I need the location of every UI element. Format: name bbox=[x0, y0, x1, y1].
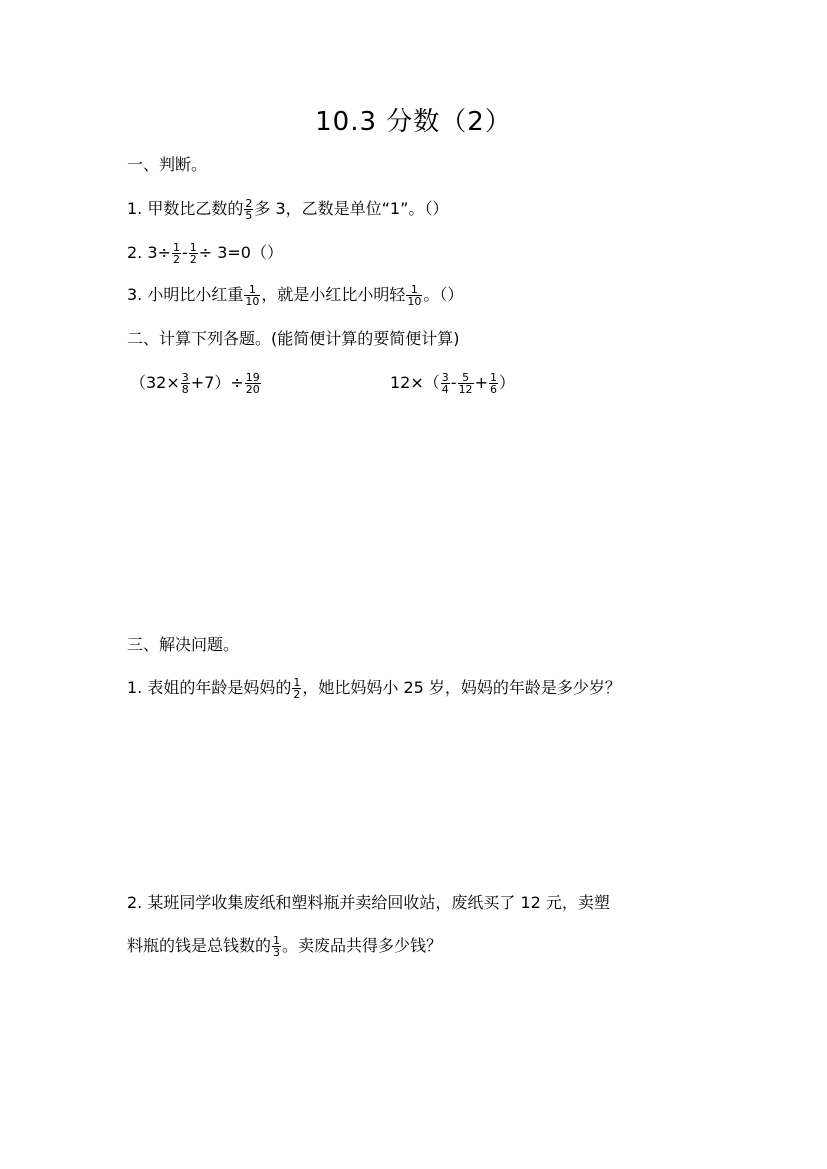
judge-question-2 bbox=[127, 242, 283, 265]
fraction: $\frac{1}{2}$ bbox=[172, 241, 180, 266]
plus-operator: + bbox=[474, 373, 488, 392]
expr2-part1: 12×（ bbox=[390, 373, 440, 392]
expr1-part1: （32× bbox=[130, 373, 180, 392]
section2-heading: 二、计算下列各题。(能简便计算的要简便计算) bbox=[127, 329, 460, 348]
judge-question-3 bbox=[127, 284, 463, 307]
judge-q2-part2: ÷ 3=0（） bbox=[198, 243, 283, 262]
fraction: $\frac{1}{10}$ bbox=[245, 283, 260, 308]
fraction: $\frac{3}{8}$ bbox=[181, 371, 189, 396]
page-title: 10.3 分数（2） bbox=[315, 107, 512, 137]
minus-operator: - bbox=[181, 243, 188, 262]
judge-q3-suffix: 。（） bbox=[423, 285, 464, 304]
fraction: $\frac{1}{2}$ bbox=[293, 676, 301, 701]
fraction: $\frac{1}{6}$ bbox=[489, 371, 497, 396]
problem-2-line-2 bbox=[127, 935, 442, 958]
fraction: $\frac{1}{10}$ bbox=[407, 283, 422, 308]
minus-operator: - bbox=[450, 373, 457, 392]
judge-q3-prefix: 3. 小明比小红重 bbox=[127, 285, 244, 304]
expr1-part2: +7）÷ bbox=[190, 373, 244, 392]
judge-q1-suffix: 多 3，乙数是单位“1”。（） bbox=[254, 199, 449, 218]
problem-1 bbox=[127, 677, 621, 700]
section1-heading: 一、判断。 bbox=[127, 155, 208, 174]
judge-question-1 bbox=[127, 198, 448, 221]
section3-heading: 三、解决问题。 bbox=[127, 635, 240, 654]
calc-expression-1 bbox=[130, 372, 262, 395]
expr2-part2: ） bbox=[498, 373, 515, 392]
judge-q2-part1: 2. 3÷ bbox=[127, 243, 171, 262]
fraction: $\frac{1}{2}$ bbox=[189, 241, 197, 266]
fraction: $\frac{2}{5}$ bbox=[245, 197, 253, 222]
fraction: $\frac{1}{3}$ bbox=[273, 934, 281, 959]
problem-2-line-1: 2. 某班同学收集废纸和塑料瓶并卖给回收站，废纸买了 12 元，卖塑 bbox=[127, 893, 610, 912]
problem2-prefix: 料瓶的钱是总钱数的 bbox=[127, 936, 272, 955]
problem1-prefix: 1. 表姐的年龄是妈妈的 bbox=[127, 678, 292, 697]
fraction: $\frac{5}{12}$ bbox=[458, 371, 473, 396]
calc-expression-2 bbox=[390, 372, 515, 395]
judge-q1-prefix: 1. 甲数比乙数的 bbox=[127, 199, 244, 218]
fraction: $\frac{3}{4}$ bbox=[441, 371, 449, 396]
problem2-suffix: 。卖废品共得多少钱？ bbox=[282, 936, 443, 955]
judge-q3-mid: ，就是小红比小明轻 bbox=[261, 285, 406, 304]
fraction: $\frac{19}{20}$ bbox=[245, 371, 260, 396]
problem1-suffix: ，她比妈妈小 25 岁，妈妈的年龄是多少岁？ bbox=[302, 678, 621, 697]
